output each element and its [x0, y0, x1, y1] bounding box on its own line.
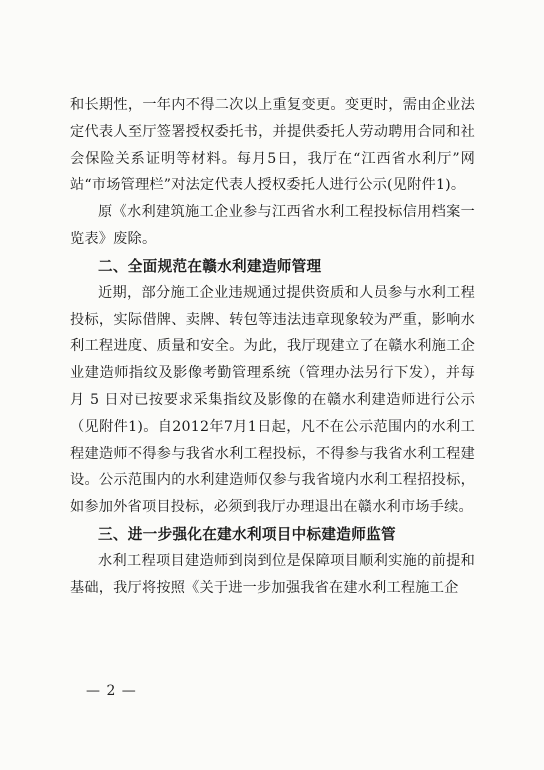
page-number: — 2 — [86, 683, 137, 699]
body-paragraph: 原《水利建筑施工企业参与江西省水利工程投标信用档案一览表》废除。 [70, 204, 475, 247]
section-heading: 三、进一步强化在建水利项目中标建造师监管 [98, 525, 396, 543]
body-paragraph: 水利工程项目建造师到岗到位是保障项目顺利实施的前提和基础，我厅将按照《关于进一步加强我省在建水利工程施工企 [70, 552, 475, 596]
body-paragraph: 和长期性，一年内不得二次以上重复变更。变更时，需由企业法定代表人至厅签署授权委托书，并提供委托人劳动聘用合同和社会保险关系证明等材料。每月5日，我厅在“江西省水利厅”网站“市场管理栏”对法定代表人授权委托人进行公示(见附件1)。 [70, 97, 475, 194]
body-paragraph: 近期，部分施工企业违规通过提供资质和人员参与水利工程投标，实际借牌、卖牌、转包等违法违章现象较为严重，影响水利工程进度、质量和安全。为此，我厅现建立了在赣水利施工企业建造师指纹及影像考勤管理系统（管理办法另行下发），并每月 5 日对已按要求采集指纹及影像的在赣水利建造师进行公示（见附件1)。自2012年7月1日起，凡不在公示范围内的水利工程建造师不得参与我省水利工程投标，不得参与我省水利工程建设。公示范围内的水利建造师仅参与我省境内水利工程招投标，如参加外省项目投标，必须到我厅办理退出在赣水利市场手续。 [70, 284, 475, 516]
document-body [70, 92, 475, 602]
section-heading: 二、全面规范在赣水利建造师管理 [98, 257, 322, 275]
